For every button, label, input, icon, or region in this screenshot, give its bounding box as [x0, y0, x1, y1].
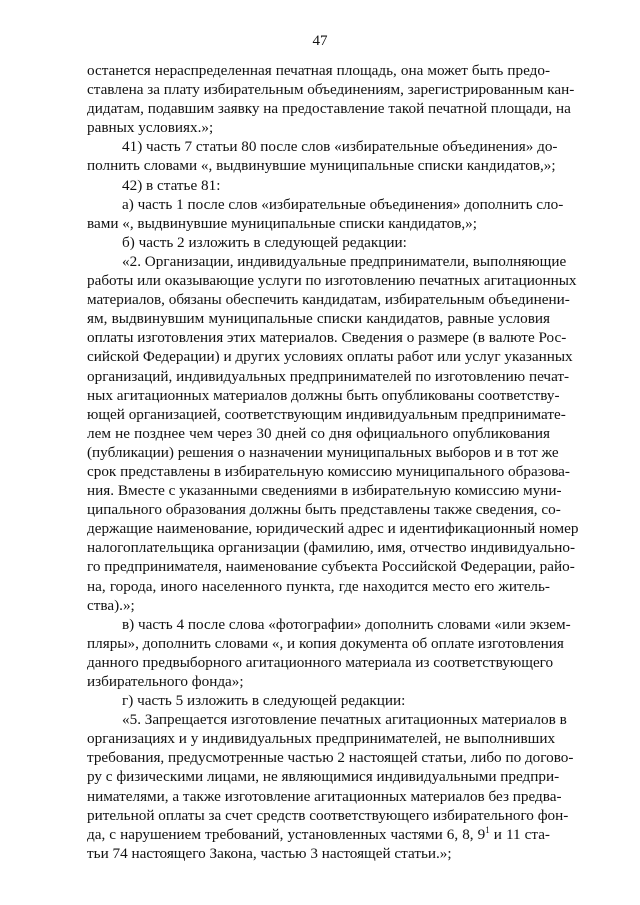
text-line: [87, 195, 564, 214]
text-line: [87, 519, 579, 538]
text-line: [87, 481, 562, 500]
text-line-content: ства).»;: [87, 596, 135, 614]
text-line: [87, 386, 560, 405]
text-line: [87, 367, 570, 386]
text-line: [87, 214, 550, 233]
text-line: [87, 137, 558, 156]
text-line: [87, 577, 550, 596]
text-line-content: а) часть 1 после слов «избирательные объединения» дополнить сло-: [122, 195, 564, 213]
text-line-content: держащие наименование, юридический адрес и идентификационный номер: [87, 520, 579, 538]
text-line-content: «5. Запрещается изготовление печатных агитационных материалов в: [122, 711, 567, 729]
text-line-content: б) часть 2 изложить в следующей редакции:: [122, 233, 407, 251]
text-line-content: рительной оплаты за счет средств соответствующего избирательного фон-: [87, 806, 569, 824]
text-line: [87, 538, 576, 557]
text-line: [87, 767, 560, 786]
text-line-content: го предпринимателя, наименование субъекта Российской Федерации, райо-: [87, 558, 575, 576]
text-line: [87, 710, 567, 729]
text-line: [87, 176, 550, 195]
text-line-content: пляры», дополнить словами «, и копия документа об оплате изготовления: [87, 634, 564, 652]
text-line-content: избирательного фонда»;: [87, 673, 244, 690]
text-line-content: 41) часть 7 статьи 80 после слов «избирательные объединения» до-: [122, 138, 558, 156]
text-line: [87, 156, 556, 175]
text-line: [87, 825, 550, 844]
text-line-content: требования, предусмотренные частью 2 настоящей статьи, либо по догово-: [87, 749, 574, 767]
text-line: [87, 271, 577, 290]
text-line-content: останется нераспределенная печатная площадь, она может быть предо-: [87, 62, 550, 79]
text-line: [87, 844, 550, 863]
text-line-content: г) часть 5 изложить в следующей редакции:: [122, 692, 406, 710]
text-line: [87, 118, 550, 137]
text-line: [87, 252, 567, 271]
text-line-content: лем не позднее чем через 30 дней со дня официального опубликования: [87, 424, 550, 442]
text-line: [87, 806, 569, 825]
text-line-content: в) часть 4 после слова «фотографии» дополнить словами «или экзем-: [122, 615, 571, 633]
text-line-content: «2. Организации, индивидуальные предприниматели, выполняющие: [122, 252, 567, 270]
text-line: [87, 405, 566, 424]
text-line-content: нимателями, а также изготовление агитационных материалов без предва-: [87, 787, 562, 805]
text-line: [87, 615, 571, 634]
text-line: [87, 691, 550, 710]
text-line-content: ния. Вместе с указанными сведениями в избирательную комиссию муни-: [87, 482, 562, 500]
page-number: 47: [312, 33, 328, 49]
text-line-content: организациях и у индивидуальных предпринимателей, не выполнивших: [87, 730, 556, 748]
text-line-content: организаций, индивидуальных предпринимателей по изготовлению печат-: [87, 367, 570, 385]
text-line: [87, 424, 550, 443]
text-line-content: оплаты изготовления этих материалов. Сведения о размере (в валюте Рос-: [87, 329, 567, 347]
text-line-content: сийской Федерации) и других условиях оплаты работ или услуг указанных: [87, 348, 573, 366]
text-line-content: тьи 74 настоящего Закона, частью 3 настоящей статьи.»;: [87, 844, 452, 862]
text-line: [87, 653, 554, 672]
text-line: [87, 309, 550, 328]
text-line-content: вами «, выдвинувшие муниципальные списки кандидатов,»;: [87, 214, 477, 232]
text-line-tail: и 11 ста-: [489, 825, 550, 843]
text-line: [87, 233, 550, 252]
text-line: [87, 748, 574, 767]
text-line: [87, 557, 575, 576]
text-line-content: налогоплательщика организации (фамилию, имя, отчество индивидуально-: [87, 539, 576, 557]
text-line: [87, 787, 562, 806]
text-line: [87, 61, 550, 80]
text-line: [87, 462, 570, 481]
text-line-content: 42) в статье 81:: [122, 176, 221, 194]
text-line-content: ющей организацией, соответствующим индивидуальным предпринимате-: [87, 405, 566, 423]
text-line-content: равных условиях.»;: [87, 119, 214, 137]
text-line: [87, 500, 561, 519]
text-line-content: работы или оказывающие услуги по изготовлению печатных агитационных: [87, 272, 577, 290]
text-line-content: ных агитационных материалов должны быть опубликованы соответству-: [87, 386, 560, 404]
text-line-content: (публикации) решения о назначении муниципальных выборов и в тот же: [87, 443, 559, 461]
text-line-content: материалов, обязаны обеспечить кандидатам, избирательным объединени-: [87, 291, 570, 309]
text-line-content: полнить словами «, выдвинувшие муниципальные списки кандидатов,»;: [87, 157, 556, 175]
text-line-content: ципального образования должны быть представлены также сведения, со-: [87, 501, 561, 519]
text-line-content: ям, выдвинувшим муниципальные списки кандидатов, равные условия: [87, 310, 550, 328]
text-line-content: да, с нарушением требований, установленных частями 6, 8, 9: [87, 825, 486, 843]
text-line-content: дидатам, подавшим заявку на предоставление такой печатной площади, на: [87, 100, 571, 118]
text-line-content: срок представлены в избирательную комиссию муниципального образова-: [87, 462, 570, 480]
text-line: [87, 729, 556, 748]
text-line: [87, 672, 550, 691]
text-line: [87, 634, 564, 653]
text-line: [87, 99, 571, 118]
document-body: [87, 61, 579, 863]
text-line: [87, 347, 573, 366]
superscript: 1: [485, 824, 490, 835]
text-line-content: ру с физическими лицами, не являющимися индивидуальными предпри-: [87, 768, 560, 786]
text-line-content: данного предвыборного агитационного материала из соответствующего: [87, 653, 554, 671]
text-line: [87, 443, 559, 462]
text-line: [87, 290, 570, 309]
text-line-content: ставлена за плату избирательным объединениям, зарегистрированным кан-: [87, 81, 575, 99]
text-line: [87, 328, 567, 347]
text-line-content: на, города, иного населенного пункта, где находится место его житель-: [87, 577, 550, 595]
text-line: [87, 80, 575, 99]
text-line: [87, 596, 550, 615]
